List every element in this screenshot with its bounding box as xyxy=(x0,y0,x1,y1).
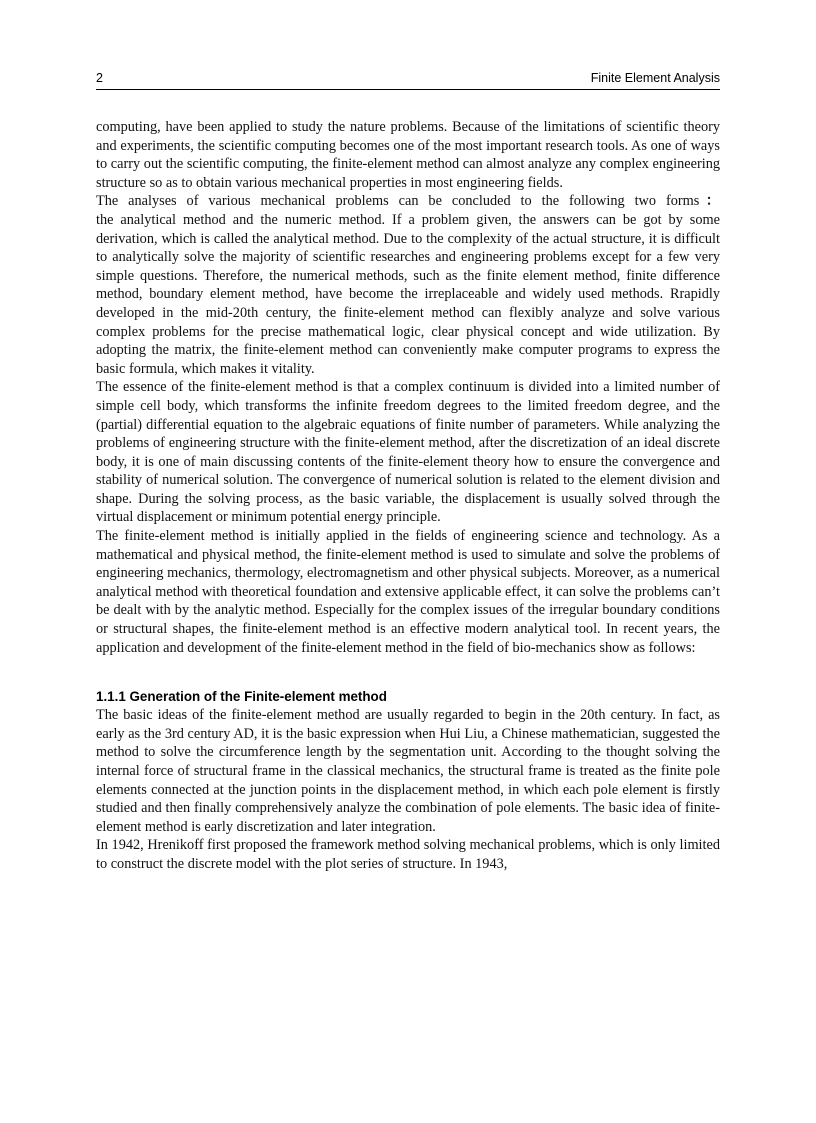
paragraph-intro: computing, have been applied to study the nature problems. Because of the limitations of scientific theory and experiments, the scientific computing becomes one of the most important research tools. As one of ways to carry out the scientific computing, the finite-element method can almost analyze any complex engineering structure so as to obtain various mechanical properties in most engineering fields. xyxy=(96,119,720,191)
paragraph-forms-lead xyxy=(96,192,720,211)
paragraph-methods: the analytical method and the numeric method. If a problem given, the answers can be got by some derivation, which is called the analytical method. Due to the complexity of the actual structure, it is difficult to analytically solve the majority of scientific researches and engineering problems except for a few very simple questions. Therefore, the numerical methods, such as the finite element method, finite difference method, boundary element method, have become the irreplaceable and widely used methods. Rrapidly developed in the mid-20th century, the finite-element method can flexibly analyze and solve various complex problems for the precise mathematical logic, clear physical concept and wide utilization. By adopting the matrix, the finite-element method can conveniently make computer programs to express the basic formula, which makes it vitality. xyxy=(96,211,720,377)
paragraph-essence: The essence of the finite-element method is that a complex continuum is divided into a limited number of simple cell body, which transforms the infinite freedom degrees to the limited freedom degree, and the (partial) differential equation to the algebraic equations of finite number of parameters. While analyzing the problems of engineering structure with the finite-element method, after the discretization of an ideal discrete body, it is one of main discussing contents of the finite-element theory how to ensure the convergence and stability of numerical solution. The convergence of numerical solution is related to the element division and shape. During the solving process, as the basic variable, the displacement is usually solved through the virtual displacement or minimum potential energy principle. xyxy=(96,379,720,526)
forms-lead-colon: ： xyxy=(699,193,720,210)
page-body xyxy=(96,118,720,874)
paragraph-hrenikoff: In 1942, Hrenikoff first proposed the framework method solving mechanical problems, which is only limited to construct the discrete model with the plot series of structure. In 1943, xyxy=(96,837,720,872)
paragraph-generation: The basic ideas of the finite-element method are usually regarded to begin in the 20th century. In fact, as early as the 3rd century AD, it is the basic expression when Hui Liu, a Chinese mathematician, suggested the method to solve the circumference length by the segmentation unit. According to the thought solving the internal force of structural frame in the classical mechanics, the structural frame is treated as the finite pole elements connected at the junction points in the displacement method, in which each pole element is firstly studied and then finally comprehensively analyze the combination of pole elements. The basic idea of finite-element method is early discretization and later integration. xyxy=(96,707,720,835)
forms-lead-text: The analyses of various mechanical problems can be concluded to the following two forms xyxy=(96,193,700,210)
section-heading: 1.1.1 Generation of the Finite-element method xyxy=(96,689,387,705)
running-header xyxy=(96,71,720,90)
page-number: 2 xyxy=(96,71,103,85)
running-title: Finite Element Analysis xyxy=(590,71,720,85)
paragraph-applications: The finite-element method is initially applied in the fields of engineering science and technology. As a mathematical and physical method, the finite-element method is used to simulate and solve the problems of engineering mechanics, thermology, electromagnetism and other physical subjects. Moreover, as a numerical analytical method with theoretical foundation and extensive applicable effect, it can solve the problems can’t be dealt with by the analytic method. Especially for the complex issues of the irregular boundary conditions or structural shapes, the finite-element method is an effective modern analytical tool. In recent years, the application and development of the finite-element method in the field of bio-mechanics show as follows: xyxy=(96,528,720,656)
section-gap xyxy=(96,657,720,688)
